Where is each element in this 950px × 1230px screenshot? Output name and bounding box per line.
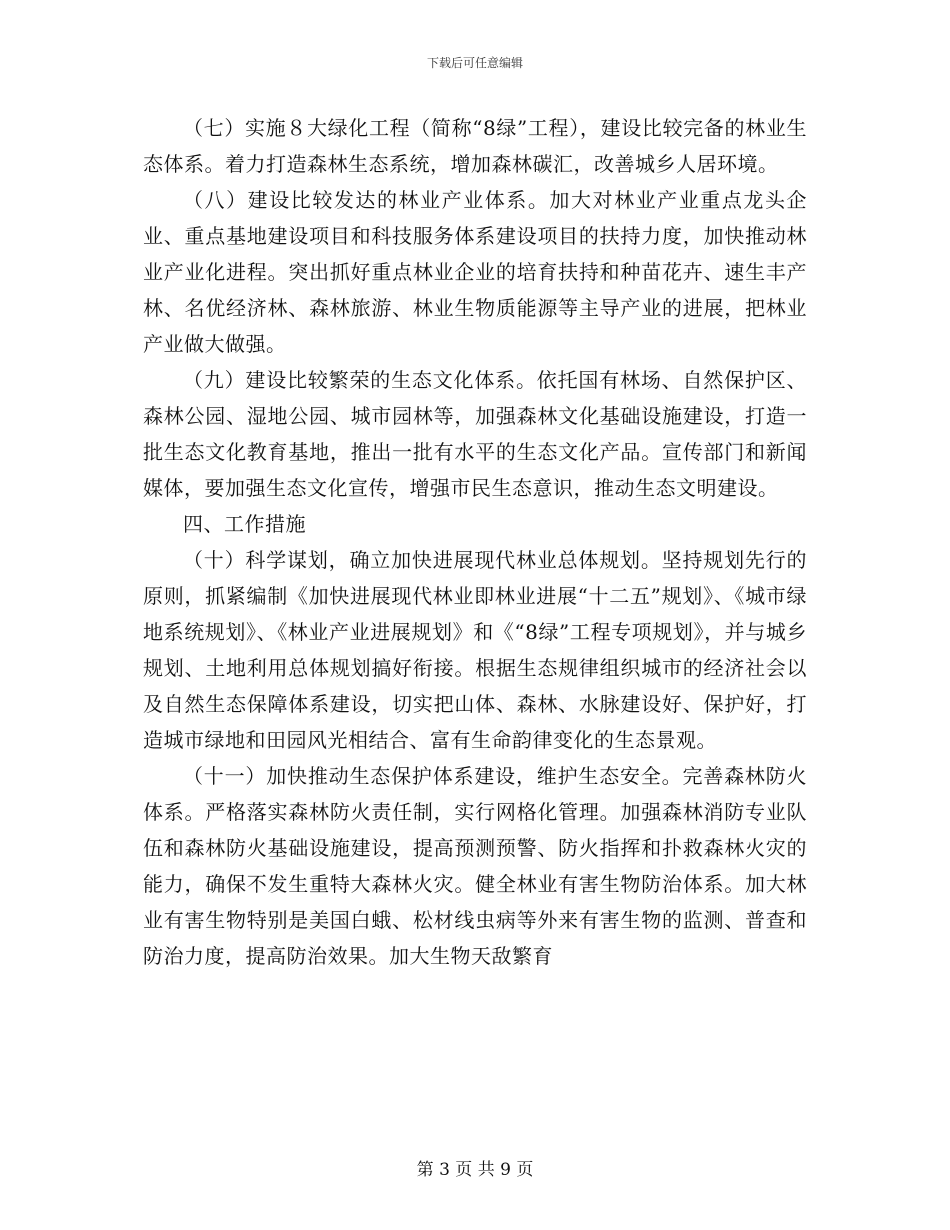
page-number-footer: 第 3 页 共 9 页 xyxy=(416,1160,534,1180)
paragraph-9: （九）建设比较繁荣的生态文化体系。依托国有林场、自然保护区、森林公园、湿地公园、城市园林等，加强森林文化基础设施建设，打造一批生态文化教育基地，推出一批有水平的生态文化产品。宣传部门和新闻媒体，要加强生态文化宣传，增强市民生态意识，推动生态文明建设。 xyxy=(143,368,807,500)
paragraph-10: （十）科学谋划，确立加快进展现代林业总体规划。坚持规划先行的原则，抓紧编制《加快进展现代林业即林业进展“十二五”规划》、《城市绿地系统规划》、《林业产业进展规划》和《“8绿”工程专项规划》，并与城乡规划、土地利用总体规划搞好衔接。根据生态规律组织城市的经济社会以及自然生态保障体系建设，切实把山体、森林、水脉建设好、保护好，打造城市绿地和田园风光相结合、富有生命韵律变化的生态景观。 xyxy=(143,548,807,752)
document-body xyxy=(143,110,807,974)
paragraph-7: （七）实施８大绿化工程（简称“8绿”工程），建设比较完备的林业生态体系。着力打造森林生态系统，增加森林碳汇，改善城乡人居环境。 xyxy=(143,116,807,176)
paragraph-8: （八）建设比较发达的林业产业体系。加大对林业产业重点龙头企业、重点基地建设项目和科技服务体系建设项目的扶持力度，加快推动林业产业化进程。突出抓好重点林业企业的培育扶持和种苗花卉、速生丰产林、名优经济林、森林旅游、林业生物质能源等主导产业的进展，把林业产业做大做强。 xyxy=(143,188,807,356)
page-header: 下载后可任意编辑 xyxy=(426,56,523,70)
paragraph-11: （十一）加快推动生态保护体系建设，维护生态安全。完善森林防火体系。严格落实森林防火责任制，实行网格化管理。加强森林消防专业队伍和森林防火基础设施建设，提高预测预警、防火指挥和扑救森林火灾的能力，确保不发生重特大森林火灾。健全林业有害生物防治体系。加大林业有害生物特别是美国白蛾、松材线虫病等外来有害生物的监测、普查和防治力度，提高防治效果。加大生物天敌繁育 xyxy=(143,764,807,968)
section-heading-work-measures: 四、工作措施 xyxy=(183,512,306,536)
